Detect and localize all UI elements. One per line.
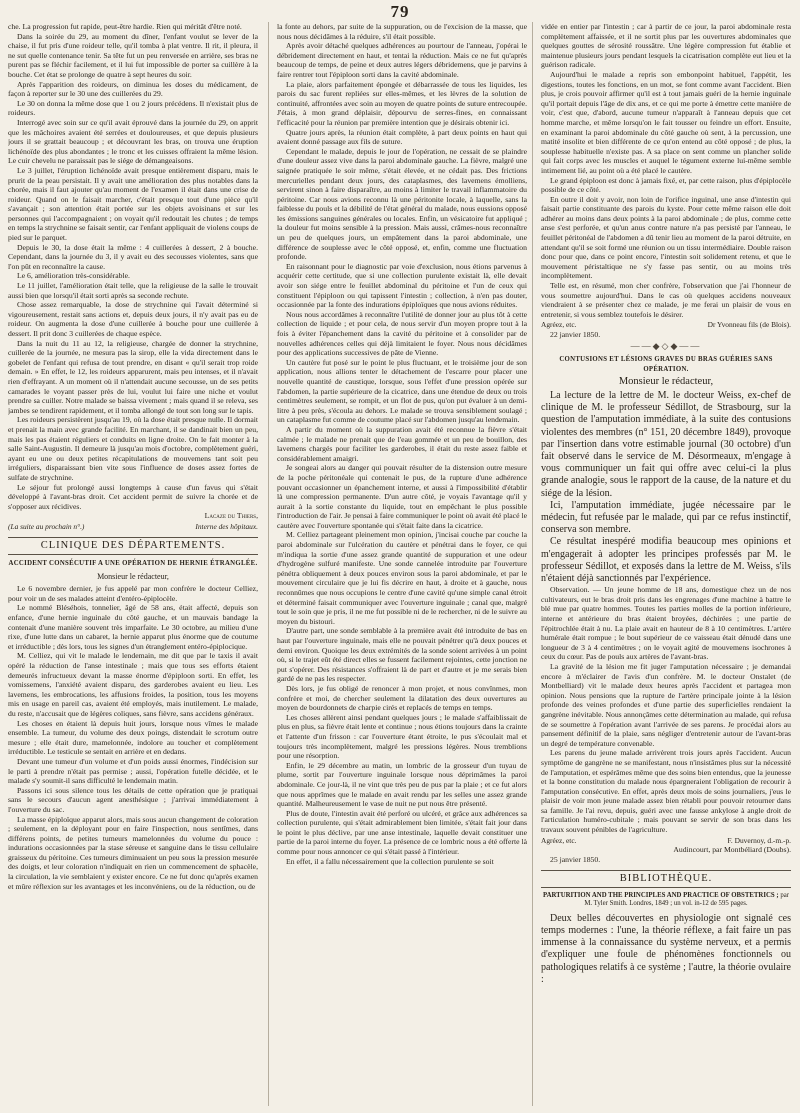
paragraph: Après avoir détaché quelques adhérences au pourtour de l'anneau, j'opérai le débridement directement en haut, et tentai la réduction. Mais ce ne fut qu'après beaucoup de temps, de peine et deux autres légers débridemens, que je parvins à faire rentrer tout l'épiploon sorti dans la cavité abdominale. xyxy=(277,41,527,79)
column-middle xyxy=(277,22,527,1106)
book-citation xyxy=(541,892,791,909)
paragraph: Le 11 juillet, l'amélioration était telle, que la religieuse de la salle le trouvait aussi bien que lorsqu'il était sorti après sa seconde rechute. xyxy=(8,281,258,300)
author-signature: Lacaze du Thiers, xyxy=(204,511,258,521)
book-details: par M. Tyler Smith. Londres, 1849 ; un vol. in-12 de 595 pages. xyxy=(584,892,790,908)
paragraph: Plus de doute, l'intestin avait été perforé ou ulcéré, et grâce aux adhérences sa collection purulente, qui s'était admirablement bien limitée, s'était fait jour dans le point le plus déclive, par une anse intestinale, laquelle devait constituer une partie de la paroi interne du foyer. La présence de ce lombric nous a été offerte là comme pour nous annoncer ce qui s'était passé à l'intérieur. xyxy=(277,808,527,857)
closing: Agréez, etc. xyxy=(541,835,577,845)
section-title: BIBLIOTHÈQUE. xyxy=(541,870,791,888)
paragraph: M. Celliez, qui vit le malade le lendemain, me dit que par le taxis il avait opéré la réduction de l'anse intestinale ; mais que tous ses efforts étaient demeurés infructueux devant la masse énorme d'épiploon sorti. En effet, les vomissemens, l'anxiété avaient disparu, des garderobes avaient eu lieu. Les lavemens, les embrocations, les affusions froides, la position, tous les moyens mis en usage en pareil cas, avaient été employés, mais inutilement. Le malade, du reste, n'accusait que de légères coliques, sans fièvre, sans accidens généraux. xyxy=(8,651,258,718)
paragraph: Devant une tumeur d'un volume et d'un poids aussi énormes, l'indécision sur le parti à prendre n'était pas permise ; aussi, l'opération futelle décidée, et le malade s'y soumit-il sans difficulté le lendemain matin. xyxy=(8,756,258,786)
paragraph: Observation. — Un jeune homme de 18 ans, domestique chez un de nos cultivateurs, eut le bras droit pris dans les engrenages d'une machine à battre le blé mue par quatre hommes. Toutes les parties molles de la portion inférieure, interne et antérieure du bras étaient broyées, déchirées ; une partie de l'épitrochlée était à nu. La plaie avait en hauteur de 8 à 10 centimètres. L'artère humérale était rompue ; le bout supérieur de ce vaisseau était dénudé dans une longueur de 3 à 4 centimètres ; on le voyait agité de mouvemens isochrones à ceux du cœur. Pas de pouls aux artères de l'avant-bras. xyxy=(541,585,791,662)
paragraph: Cependant le malade, depuis le jour de l'opération, ne cessait de se plaindre d'une douleur assez vive dans la paroi abdominale gauche. La fièvre, malgré une saignée pratiquée le soir même, s'était élevée, et ne cédait pas. Des frictions mercurielles pendant deux jours, des cataplasmes, des lavemens émolliens, servirent sinon à faire disparaître, au moins à limiter le travail inflammatoire du péritoine. Car nous avions reconnu là une péritonite locale, à laquelle, sans la faiblesse du pouls et la débilité de l'état général du malade, nous eussions opposé les émissions sanguines générales ou locales. Enfin, un vésicatoire fut appliqué ; la douleur fut moins sensible à la pression. Mais aussi, crâmes-nous reconnaître un peu de quelques jours, un empâtement dans la paroi abdominale, une différence de souplesse avec le côté opposé, et, enfin, comme une fluctuation profonde. xyxy=(277,146,527,262)
paragraph: Dans la soirée du 29, au moment du dîner, l'enfant voulut se lever de la chaise, il fut pris d'une roideur telle, qu'il tomba à plat ventre. Il rit, il pleura, il ne sut quelle contenance tenir. Sa tête fut un peu renversée en arrière, ses bras ne purent pas se fléchir facilement, et il lui fut impossible de porter sa cuillère à la bouche. Cet état se prolonge de quatre à sept heures du soir. xyxy=(8,31,258,79)
paragraph: Les choses en étaient là depuis huit jours, lorsque nous vîmes le malade ensemble. La tumeur, du volume des deux poings, distendait le scrotum outre mesure ; elle était dure, mamelonnée, indolore au toucher et complètement irréductible. Le testicule se sentait en arrière et en dedans. xyxy=(8,718,258,757)
paragraph: Le 6 novembre dernier, je fus appelé par mon confrère le docteur Celliez, pour voir un de ses malades atteint d'entéro-épiplocèle. xyxy=(8,584,258,603)
author-title: Interne des hôpitaux. xyxy=(195,521,258,531)
paragraph: Les choses allèrent ainsi pendant quelques jours ; le malade s'affaiblissait de plus en plus, sa fièvre était lente et continue ; nous étions toujours dans la crainte et l'attente d'un frisson : car l'ouverture étant étroite, le pus s'écoulait mal et toujours très incomplètement, malgré les pressions légères. Nous tremblions pour une résorption. xyxy=(277,712,527,761)
letter-date: 25 janvier 1850. xyxy=(550,854,601,864)
author-signature: Dr Yvonneau fils (de Blois). xyxy=(707,320,791,330)
continuation-note: (La suite au prochain n°.) xyxy=(8,521,85,531)
ornament-divider: ——◆◇◆—— xyxy=(630,340,702,351)
column-right xyxy=(541,22,791,1106)
paragraph: M. Celliez partageant pleinement mon opinion, j'incisai couche par couche la paroi abdominale sur l'ulcération du cautère et pénétrai dans le foyer, ce qui m'indiqua la sortie d'une assez grande quantité de suppuration et une odeur d'hydrogène sulfuré manifeste. Une sonde cannelée introduite par l'ouverture pénétra obliquement à deux pouces environ sous la paroi abdominale, et par le mouvement circulaire que je lui fis décrire en haut, à droite et à gauche, nous reconnûmes que nous occupions le centre d'une cavité qu'une simple canal étroit et déterminé faisait communiquer avec l'ouverture inguinale ; canal que, malgré tout le soin que je pris, il ne me fut possible ni de le rechercher, ni de le suivre au moyen du bistouri. xyxy=(277,530,527,626)
paragraph: D'autre part, une sonde semblable à la première avait été introduite de bas en haut par l'ouverture inguinale, mais elle ne pouvait pénétrer qu'à deux pouces et demi environ. Quoique les deux extrémités de la sonde soient arrivées à un point où, si le trajet eût été direct elles se fussent facilement rejointes, cette jonction ne put s'opérer. Des résistances s'offraient là de part et d'autre et je me serais bien gardé de ne pas les respecter. xyxy=(277,626,527,684)
paragraph: Le nommé Bléséhois, tonnelier, âgé de 58 ans, était affecté, depuis son enfance, d'une hernie inguinale du côté gauche, et un mauvais bandage la contenait d'une manière souvent très imparfaite. Le 30 octobre, au milieu d'une rixe, d'une lutte dans un cabaret, la hernie apparut plus énorme que de coutume et irréductible ; dès lors, tous les signes d'un étranglement entéro-épiplocique. xyxy=(8,603,258,651)
paragraph: Le 6, amélioration très-considérable. xyxy=(17,271,130,281)
paragraph: la fonte au dehors, par suite de la suppuration, ou de l'excision de la masse, que nous nous décidâmes à la réduire, s'il était possible. xyxy=(277,22,527,41)
paragraph: Aujourd'hui le malade a repris son embonpoint habituel, l'appétit, les digestions, toutes les fonctions, en un mot, se font comme avant l'accident. Bien plus, je crois pouvoir affirmer qu'il est à tout jamais guéri de la hernie inguinale qu'il portait depuis l'âge de dix ans, et ce qui me porte à émettre cette manière de voir, c'est que, d'abord, aucune tumeur n'apparaît à l'anneau depuis que cet homme marche, et même lorsqu'on le fait tousser ou feindre un effort. Ensuite, en examinant la paroi abdominale du côté gauche où sent, à la percussion, une matité insolite et bien différente de ce qu'on entend au côté opposé ; de plus, la souplesse habituelle n'existe pas. A sa place on sent comme un plancher solide qui fait corps avec les muscles et auquel le tégument externe lui-même semble intimement lié, au point où a été placé le cautère. xyxy=(541,69,791,175)
paragraph: En raisonnant pour le diagnostic par voie d'exclusion, nous étions parvenus à acquérir cette certitude, que si une collection purulente existait là, elle devait avoir son siége entre le feuillet abdominal du péritoine et l'un de ceux qui constituent l'épiploon ou qui tapissent l'intestin ; collection, à n'en pas douter, occasionnée par la fonte des indurations épiploïques que nous avions réduites. xyxy=(277,261,527,310)
paragraph: Je songeai alors au danger qui pouvait résulter de la distension outre mesure de la poche péritonéale qui contenait le pus, de la rupture d'une adhérence pouvant occasionner un épanchement interne, et aussi à l'impossibilité d'établir là une compression permanente. D'un autre côté, je voyais l'avantage qu'il y aurait à la sortie constante du liquide, tout en empêchant le plus possible l'introduction de l'air. Je pensai à faire communiquer le point où avait été placé le cautère avec l'ouverture spontanée qui s'était faite dans la cicatrice. xyxy=(277,463,527,530)
lead-paragraph: La lecture de la lettre de M. le docteur Weiss, ex-chef de clinique de M. le professeur Sédillot, de Strasbourg, sur la question de l'amputation immédiate, à la suite des contusions violentes des membres (n° 151, 20 décembre 1849), provoque par l'insertion dans votre estimable journal (30 octobre) d'un fait observé dans le service de M. Désormeaux, m'engage à vous communiquer un fait qui offre avec celui-ci la plus grande analogie, sous le rapport de la cause, de la nature et du siége de la lésion. xyxy=(541,389,791,499)
paragraph: La plaie, alors parfaitement épongée et débarrassée de tous les liquides, les parois du sac furent repliées sur elles-mêmes, et les lèvres de la solution de continuité, affrontées avec soin au moyen de quatre points de suture entrecoupée. J'étais, à mon grand déplaisir, dépourvu de serres-fines, en connaissant l'efficacité pour la réunion par première intention que je désirais obtenir ici. xyxy=(277,79,527,127)
author-place: Audincourt, par Montbéliard (Doubs). xyxy=(673,845,791,855)
signature-line xyxy=(541,836,791,846)
paragraph: A partir du moment où la suppuration avait été reconnue la fièvre s'était calmée ; le malade ne prenait que de l'eau gommée et un peu de bouillon, des lavemens chargés pour faciliter les garderobes, il était du reste assez faible et considérablement amaigri. xyxy=(277,424,527,463)
review-text xyxy=(541,913,791,986)
author-signature: F. Duvernoy, d.-m.-p. xyxy=(727,835,791,845)
paragraph: Le 3 juillet, l'éruption lichénoïde avait presque entièrement disparu, mais le prurit de la peau persistait. Il y avait une amélioration des plus notables dans la chorée, mais il faut ajouter qu'au moment de l'examen il était dans une crise de roideur. Quand on le faisait marcher, c'était presque tout d'une pièce qu'il s'avançait ; son attention était portée sur les objets avoisinans et sur les personnes qui l'accompagnaient ; on voyait qu'il redoutait les chutes ; de temps en temps la strychnine se faisait sentir, car l'enfant appliquait de violens coups de pied sur le parquet. xyxy=(8,165,258,243)
paragraph: Chose assez remarquable, la dose de strychnine qui l'avait déterminé si vigoureusement, restait sans actions et, depuis deux jours, il n'y avait pas eu de roideur. On augmenta la dose d'une cuillerée à bouche pour une cuillerée à dessert. Il prit donc 3 cuillerées de chaque espèce. xyxy=(8,300,258,338)
paragraph: Depuis le 30, la dose était la même : 4 cuillerées à dessert, 2 à bouche. Cependant, dans la journée du 3, il y avait eu des secousses violentes, sans que l'on pût en reconnaître la cause. xyxy=(8,242,258,271)
paragraph: Après l'apparition des roideurs, on diminua les doses du médicament, de façon à reporter sur le 30 une des cuillerées du 29. xyxy=(8,79,258,99)
column-divider xyxy=(532,22,533,1106)
salutation: Monsieur le rédacteur, xyxy=(97,571,169,581)
paragraph: vidée en entier par l'intestin ; car à partir de ce jour, la paroi abdominale resta complètement affaissée, et il ne sortit plus par les ouvertures abdominales que quelques gouttes de sérosité roussâtre. Une légère compression fut établie et maintenue plusieurs jours pendant lesquels la cicatrisation complète eut lieu et la guérison radicale. xyxy=(541,22,791,70)
paragraph: Dès lors, je fus obligé de renoncer à mon projet, et nous convînmes, mon confrère et moi, de chercher seulement la dilatation des deux ouvertures au moyen de bourdonnets de charpie cirés et replacés de temps en temps. xyxy=(277,683,527,713)
paragraph: Les parens du jeune malade arrivèrent trois jours après l'accident. Aucun symptôme de gangrène ne se manifestant, nous n'insistâmes plus sur la nécessité de l'amputation, et espérâmes même que des soins bien entendus, que la jeunesse et la bonne constitution du malade nous épargneraient l'obligation de recourir à l'amputation consécutive. En effet, après deux mois de soins journaliers, j'eus le plaisir de voir mon jeune malade assez bien rétabli pour pouvoir retourner dans sa famille. Je l'ai revu, depuis, guéri avec une fausse ankylose à angle droit de l'articulation huméro-cubitale ; mais pouvant se servir de son bras dans les travaux souvent pénibles de l'agriculture. xyxy=(541,748,791,835)
paragraph: La gravité de la lésion me fit juger l'amputation nécessaire ; je demandai encore à m'éclairer de l'avis d'un confrère. M. le docteur Onstalet (de Montbelliard) vit le malade deux heures après l'accident et partagea mon opinion. Nous pensions que la rupture de l'artère principale jointe à la lésion profonde des veines profondes et d'une partie des superficielles rendaient la gangrène inévitable. Nous annonçâmes cette détermination au malade, qui refusa de se soumettre à l'opération avant l'arrivée de ses parens. Je procédai alors au pansement définitif de la plaie, sans négliger d'entretenir autour de l'avant-bras un degré de température convenable. xyxy=(541,661,791,748)
paragraph: Les roideurs persistèrent jusqu'au 19, où la dose était presque nulle. Il dormait et prenait la main avec grande facilité. En marchant, il se dandinait bien un peu, mais les pas étaient réguliers et conduits en ligne droite. On le fait monter à la salle Saint-Augustin. Il demeure là jusqu'au mois d'octobre, complètement guéri, ayant eu une ou deux petites récapitulations de mouvemens tant soit peu irréguliers, disparaissant bien vite sous l'influence de doses assez fortes de sulfate de strychnine. xyxy=(8,415,258,482)
page-number: 79 xyxy=(390,2,410,21)
paragraph: Le séjour fut prolongé aussi longtemps à cause d'un favus qui s'était développé à l'avant-bras droit. Cet accident permit de suivre la chorée et de s'opposer aux récidives. xyxy=(8,482,258,511)
lead-paragraph: Ici, l'amputation immédiate, jugée nécessaire par le médecin, fut refusée par le malade, qui par ce refus instinctif, conserva son membre. xyxy=(541,499,791,536)
closing: Agréez, etc. xyxy=(541,320,577,330)
paragraph: Enfin, le 29 décembre au matin, un lombric de la grosseur d'un tuyau de plume, sortit par l'ouverture inguinale lorsque nous déprimâmes la paroi abdominale. Ce jour-là, il ne vint que très peu de pus par la plaie ; et ce fut alors que nous apprîmes que le malade en avait rendu par les selles une assez grande quantité. Malheureusement le vase de nuit ne put nous être présenté. xyxy=(277,760,527,809)
paragraph: Nous nous accordâmes à reconnaître l'utilité de donner jour au plus tôt à cette collection de liquide ; et pour cela, de nous servir d'un moyen propre tout à la fois à éviter l'épanchement dans la cavité du péritoine et à consolider par de nouvelles adhérences celles qui déjà limitaient le foyer. Nous nous décidâmes pour des applications successives de pâte de Vienne. xyxy=(277,309,527,358)
lead-text xyxy=(541,390,791,585)
paragraph: Un cautère fut posé sur le point le plus fluctuant, et le troisième jour de son application, nous allions tenter le détachement de l'escarre pour placer une nouvelle quantité de caustique, lorsque, sous l'effet d'une pression opérée sur l'abdomen, la partie supérieure de la cicatrice, dans une étendue de deux ou trois centimètres seulement, se rompit, et un flot de pus, qu'on put évaluer à un demi-litre à peu près, s'écoula au dehors. Le malade se trouva sensiblement soulagé ; un cataplasme fut comme de coutume placé sur l'abdomen jusqu'au lendemain. xyxy=(277,357,527,425)
paragraph: En outre il doit y avoir, non loin de l'orifice inguinal, une anse d'intestin qui faisait partie constituante des parois du kyste. Pour cette même raison elle doit adhérer au moins dans deux points à la paroi abdominale ; de plus, comme cette anse s'est perforée, et qu'un anus contre nature n'a pas persisté par l'anneau, le feuillet péritonéal de l'abdomen a dû tenir lieu au moment de la paroi détruite, en attendant qu'il se soit formé une réunion ou un tissu intermédiaire. Double raison donc pour que, dans ce point encore, l'intestin soit solidement retenu, et que le mouvement péristaltique ne s'y fasse pas sentir, ou au moins très incomplètement. xyxy=(541,194,791,281)
paragraph: Telle est, en résumé, mon cher confrère, l'observation que j'ai l'honneur de vous soumettre aujourd'hui. Dans le cas où quelques accidens nouveaux viendraient à se présenter chez ce malade, je me ferai un plaisir de vous en entretenir, si vous semblez toutefois le désirer. xyxy=(541,281,791,319)
section-title: CLINIQUE DES DÉPARTEMENTS. xyxy=(8,537,258,555)
paragraph: Dans la nuit du 11 au 12, la religieuse, chargée de donner la strychnine, cuillerée de la journée, ne mesura pas la sirop, elle la vida directement dans le gobelet de l'enfant qui refusa de tout prendre, en disant « qu'il serait trop roide demain. » En effet, le 12, les roideurs apparurent, mais peu intenses, et il n'avait rien d'effrayant. A un moment où il n'attendait aucune secousse, un de ses petits camarades le voyant passer près de lui, voulut lui faire une niche et voulut prendre sa cuiller. Notre malade se baissa vivement ; mais quand il se releva, ses jambes se tendirent rapidement, et il tomba allongé de tout son long sur le tapis. xyxy=(8,338,258,415)
paragraph: La masse épiploïque apparut alors, mais sous aucun changement de coloration ; seulement, en la déployant pour en faire l'inspection, nous sentîmes, dans différens points, de petites tumeurs mamelonnées du volume du pouce : indurations occasionnées par la stase séreuse et sanguine dans le tissu cellulaire graisseux du péritoine. Ces tumeurs diminuaient un peu sous la pression mesurée des doigts, et leur coloration n'indiquait en rien un commencement de sphacèle, la circulation, la vie semblaient y exister encore. Ce ne fut donc qu'après examen et mûre réflexion sur les avantages et les inconvéniens, ou de la réduction, ou de xyxy=(8,814,258,891)
paragraph: che. La progression fut rapide, peut-être hardie. Rien qui méritât d'être noté. xyxy=(8,22,242,31)
salutation: Monsieur le rédacteur, xyxy=(618,376,714,388)
article-title: ACCIDENT CONSÉCUTIF A UNE OPÉRATION DE HERNIE ÉTRANGLÉE. xyxy=(8,560,258,568)
lead-paragraph: Ce résultat inespéré modifia beaucoup mes opinions et m'engagerait à adopter les principes professés par M. le professeur Sédillot, et exposés dans la lettre de M. Weiss, s'ils n'étaient déjà sanctionnés par l'expérience. xyxy=(541,536,791,585)
column-left xyxy=(8,22,258,1106)
paragraph: Deux belles découvertes en physiologie ont signalé ces temps modernes : l'une, la théorie réflexe, a fait faire un pas immense à la connaissance du système nerveux, et a permis d'expliquer une foule de phénomènes fonctionnels ou pathologiques relatifs à ce système ; l'autre, la théorie ovulaire : xyxy=(541,912,791,985)
signature-line xyxy=(541,320,791,330)
paragraph: Le grand épiploon est donc à jamais fixé, et, par cette raison, plus d'épiplocèle possible de ce côté. xyxy=(541,175,791,195)
paragraph: Interrogé avec soin sur ce qu'il avait éprouvé dans la journée du 29, on apprit que les mâchoires avaient été serrées et douloureuses, et que depuis plusieurs jours il se grattait beaucoup ; et découvrant les bras, on trouva une éruption lichénoïde des plus abondantes ; le tronc et les cuisses offraient la même lésion. Le cuir chevelu ne paraissait pas le siége de démangeaisons. xyxy=(8,117,258,166)
article-title: CONTUSIONS ET LÉSIONS GRAVES DU BRAS GUÉRIES SANS OPÉRATION. xyxy=(559,356,773,373)
column-divider xyxy=(268,22,269,1106)
paragraph: Passons ici sous silence tous les détails de cette opération que je pratiquai sans le secours d'aucun agent anesthésique ; j'arrivai immédiatement à l'ouverture du sac. xyxy=(8,785,258,814)
paragraph: Quatre jours après, la réunion était complète, à part deux points en haut qui avaient donné passage aux fils de suture. xyxy=(277,127,527,147)
paragraph: Le 30 on donna la même dose que 1 ou 2 jours précédens. Il n'existait plus de roideurs. xyxy=(8,98,258,118)
book-title: PARTURITION AND THE PRINCIPLES AND PRACTICE OF OBSTETRICS ; xyxy=(542,892,779,900)
signature-footline xyxy=(8,522,258,532)
letter-date: 22 janvier 1850. xyxy=(550,330,601,339)
paragraph: En effet, il a fallu nécessairement que la collection purulente se soit xyxy=(286,856,494,866)
